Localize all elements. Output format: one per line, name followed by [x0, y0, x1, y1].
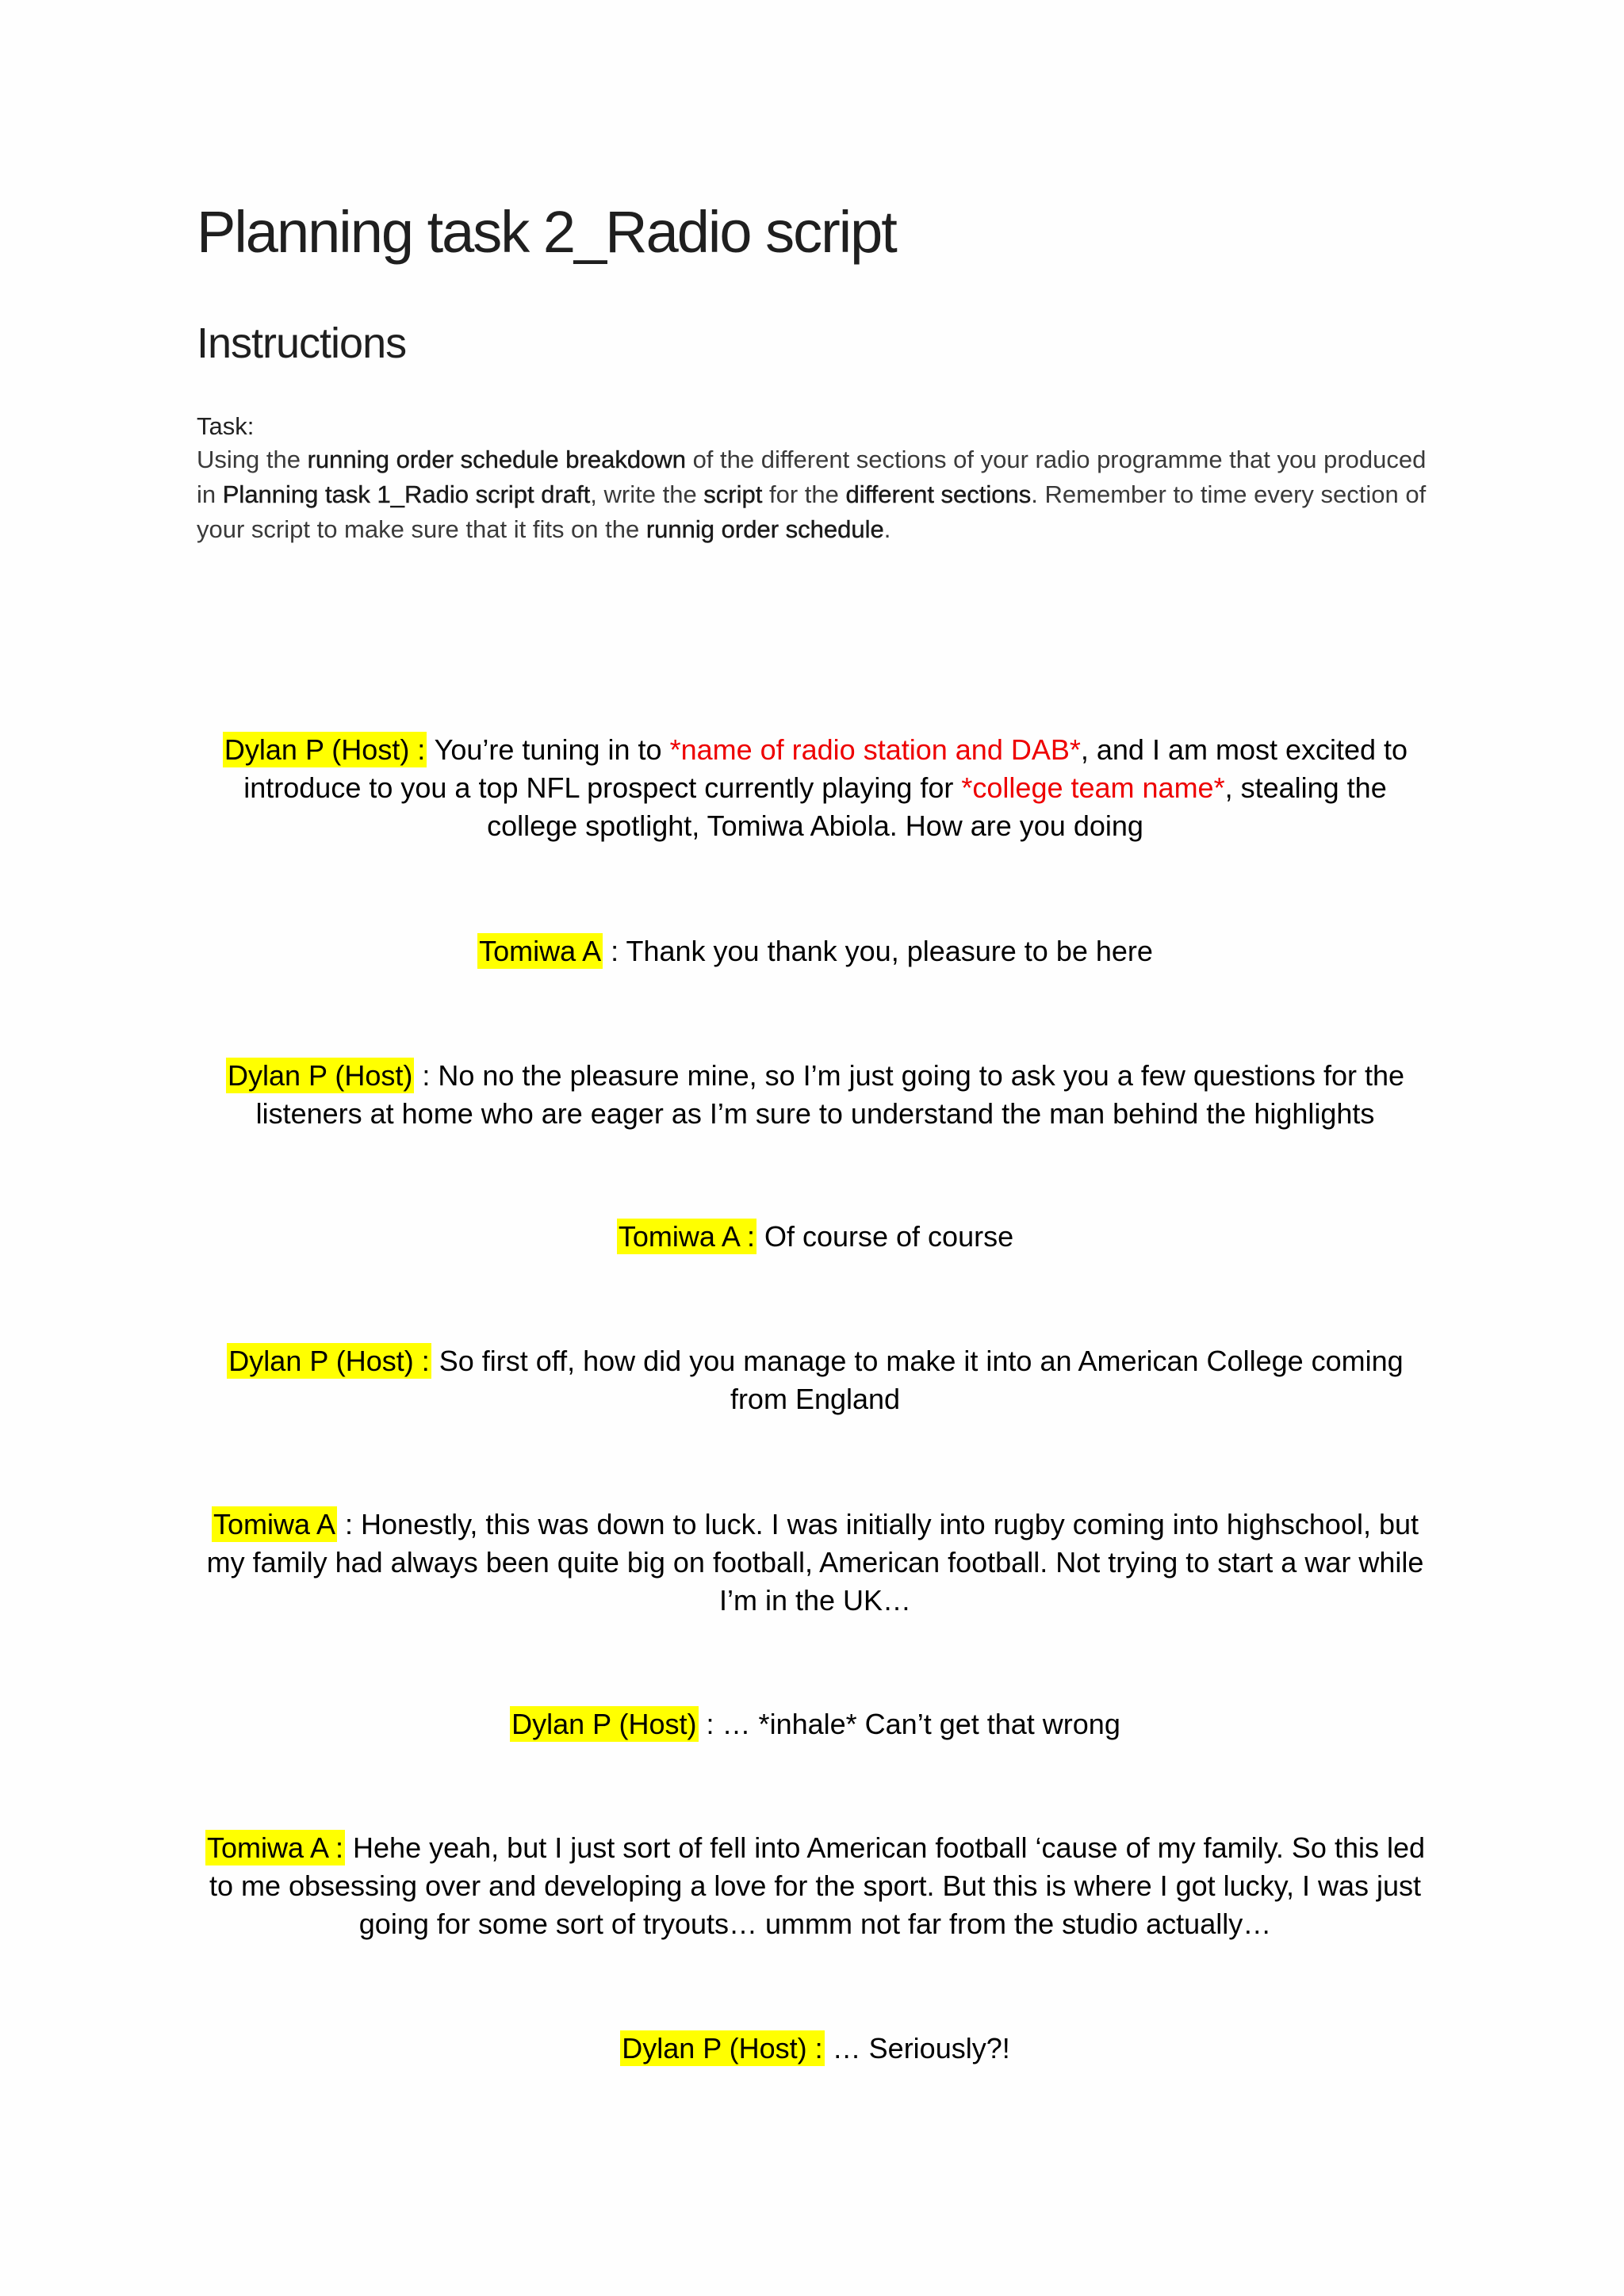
script-turn	[197, 1705, 1434, 1743]
instructions-heading: Instructions	[197, 320, 407, 367]
speaker-label: Tomiwa A :	[206, 1831, 344, 1864]
script-turn	[197, 1506, 1434, 1620]
dialogue-text: You’re tuning in to	[427, 733, 670, 766]
task-emphasis: Planning task 1_Radio script draft	[222, 480, 591, 508]
task-emphasis: script	[703, 480, 763, 508]
task-text: .	[883, 515, 891, 543]
task-text: . Remember to time every section of your script to make sure that it fits on the	[197, 480, 1427, 543]
dialogue-text: : Thank you thank you, pleasure to be here	[603, 935, 1153, 967]
speaker-label: Dylan P (Host)	[227, 1059, 413, 1092]
dialogue-text: Hehe yeah, but I just sort of fell into American football ‘cause of my family. So this led to me obsessing over and developing a love for the sport. But this is where I got lucky, I was just going for some sort of tryouts… ummm not far from the studio actually…	[209, 1831, 1426, 1940]
task-emphasis: running order schedule breakdown	[307, 446, 686, 473]
script-turn	[197, 1829, 1434, 1943]
dialogue-text: , and I am most excited to introduce to you a top NFL prospect currently playing for	[243, 733, 1408, 804]
placeholder-text: *name of radio station and DAB*	[669, 733, 1081, 766]
dialogue-text: : Honestly, this was down to luck. I was initially into rugby coming into highschool, but my family had always been quite big on football, American football. Not trying to start a war while I’m in the UK…	[206, 1508, 1424, 1617]
dialogue-text: … Seriously?!	[824, 2032, 1010, 2064]
dialogue-text: Of course of course	[756, 1220, 1014, 1253]
task-label: Task:	[197, 412, 255, 440]
script-turn	[197, 1342, 1434, 1418]
task-text: for the	[762, 480, 846, 508]
speaker-label: Dylan P (Host)	[511, 1708, 697, 1740]
speaker-label: Tomiwa A	[213, 1508, 336, 1540]
task-emphasis: different sections	[845, 480, 1032, 508]
dialogue-text: So first off, how did you manage to make it into an American College coming from England	[431, 1345, 1404, 1415]
script-turn	[197, 2030, 1434, 2068]
dialogue-text: , stealing the college spotlight, Tomiwa Abiola. How are you doing	[487, 771, 1387, 842]
dialogue-text: : No no the pleasure mine, so I’m just going to ask you a few questions for the listeners at home who are eager as I’m sure to understand the man behind the highlights	[255, 1059, 1405, 1130]
script-turn	[197, 1218, 1434, 1256]
document-title: Planning task 2_Radio script	[197, 199, 896, 265]
script-turn-host-intro	[197, 731, 1434, 845]
task-emphasis: runnig order schedule	[645, 515, 884, 543]
task-text: of the different sections of your radio programme that you produced in	[197, 446, 1427, 508]
speaker-label: Dylan P (Host) :	[224, 733, 426, 766]
speaker-label: Tomiwa A :	[618, 1220, 755, 1253]
script-turn	[197, 932, 1434, 970]
script-turn	[197, 1057, 1434, 1133]
task-text: Using the	[197, 446, 308, 473]
speaker-label: Tomiwa A	[479, 935, 602, 967]
speaker-label: Dylan P (Host) :	[622, 2032, 823, 2064]
dialogue-text: : … *inhale* Can’t get that wrong	[698, 1708, 1120, 1740]
placeholder-text: *college team name*	[961, 771, 1225, 804]
task-instructions	[197, 442, 1450, 547]
speaker-label: Dylan P (Host) :	[228, 1345, 430, 1377]
task-text: , write the	[590, 480, 704, 508]
